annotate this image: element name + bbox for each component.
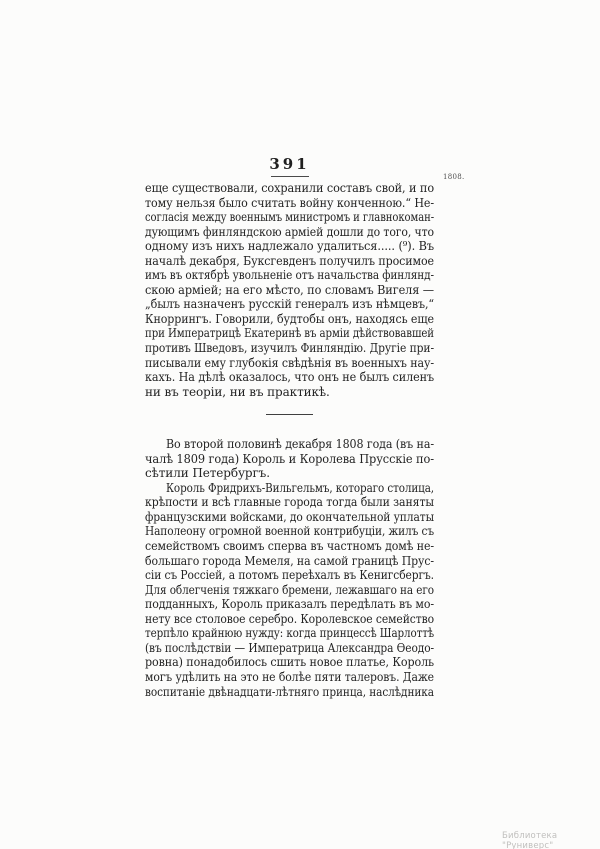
text-line-content: воспитаніе двѣнадцати-лѣтняго принца, наслѣдника xyxy=(145,684,434,699)
text-line-content: крѣпости и всѣ главные города тогда были заняты xyxy=(145,495,434,510)
text-line-content: еще существовали, сохранили составъ свой, и по xyxy=(145,181,434,195)
text-line-content: Король Фридрихъ-Вильгельмъ, котораго столица, xyxy=(166,480,434,495)
text-line xyxy=(145,370,434,385)
text-line xyxy=(145,239,434,254)
text-line-content: „былъ назначенъ русскій генералъ изъ нѣмцевъ,“ xyxy=(145,297,434,312)
text-line xyxy=(145,583,434,598)
paragraph xyxy=(145,181,434,399)
library-watermark: Библиотека "Руниверс" xyxy=(502,831,558,849)
text-line xyxy=(145,297,434,312)
text-line xyxy=(145,466,434,481)
text-line xyxy=(145,356,434,371)
text-line-content: согласія между военнымъ министромъ и главнокоман- xyxy=(145,210,434,225)
page-number: 391 xyxy=(269,155,310,173)
text-line xyxy=(145,225,434,240)
text-line-content: имъ въ октябрѣ увольненіе отъ начальства финлянд- xyxy=(145,268,434,283)
text-line xyxy=(145,554,434,569)
text-line-content: при Императрицѣ Екатеринѣ въ арміи дѣйствовавшей xyxy=(145,326,434,341)
text-line-content: чалѣ 1809 года) Король и Королева Прусскіе по- xyxy=(145,451,434,466)
text-line xyxy=(145,254,434,269)
text-line xyxy=(145,481,434,496)
text-line-content: большаго города Мемеля, на самой границѣ Прус- xyxy=(145,553,434,568)
text-line-content: Наполеону огромной военной контрибуціи, жилъ съ xyxy=(145,524,434,539)
text-line-content: ровна) понадобилось сшить новое платье, Король xyxy=(145,655,434,670)
text-line-content: дующимъ финляндскою арміей дошли до того, что xyxy=(145,224,434,239)
text-line xyxy=(145,510,434,525)
text-line-content: ни въ теоріи, ни въ практикѣ. xyxy=(145,384,330,399)
text-line-content: сѣтили Петербургъ. xyxy=(145,466,270,481)
text-line-content: противъ Шведовъ, изучилъ Финляндію. Другіе при- xyxy=(145,341,434,356)
text-line xyxy=(145,181,434,196)
text-line xyxy=(145,626,434,641)
text-line-content: нету все столовое серебро. Королевское семейство xyxy=(145,611,434,626)
text-line-content: Для облегченія тяжкаго бремени, лежавшаго на его xyxy=(145,582,434,597)
text-line xyxy=(145,196,434,211)
text-line-content: тому нельзя было считать войну конченною.“ Не- xyxy=(145,195,434,210)
text-line-content: Во второй половинѣ декабря 1808 года (въ на- xyxy=(166,437,434,452)
text-line-content: подданныхъ, Король приказалъ передѣлать въ мо- xyxy=(145,597,434,612)
text-line xyxy=(145,655,434,670)
text-line xyxy=(145,495,434,510)
text-column xyxy=(145,181,434,699)
text-line xyxy=(145,283,434,298)
margin-note-year: 1808. xyxy=(443,173,465,181)
page-header xyxy=(145,155,434,177)
text-line xyxy=(145,568,434,583)
text-line-content: могъ удѣлить на это не болѣе пяти талеровъ. Даже xyxy=(145,669,434,684)
text-line-content: началѣ декабря, Буксгевденъ получилъ просимое xyxy=(145,253,434,268)
text-line xyxy=(145,312,434,327)
text-line xyxy=(145,268,434,283)
text-line-content: одному изъ нихъ надлежало удалиться..... (⁹). Въ xyxy=(145,239,434,254)
paragraph xyxy=(145,481,434,699)
text-line xyxy=(145,452,434,467)
section-separator-rule xyxy=(266,414,313,415)
text-line xyxy=(145,524,434,539)
text-line xyxy=(145,210,434,225)
text-line xyxy=(145,326,434,341)
text-line xyxy=(145,670,434,685)
text-line xyxy=(145,385,434,400)
text-line-content: писывали ему глубокія свѣдѣнія въ военныхъ нау- xyxy=(145,355,434,370)
text-line-content: терпѣло крайнюю нужду: когда принцессѣ Шарлоттѣ xyxy=(145,626,434,641)
text-line xyxy=(145,539,434,554)
text-line-content: французскими войсками, до окончательной уплаты xyxy=(145,509,434,524)
text-line xyxy=(145,597,434,612)
text-line xyxy=(145,612,434,627)
text-line-content: сіи съ Россіей, а потомъ переѣхалъ въ Кенигсбергъ. xyxy=(145,568,434,583)
paragraph xyxy=(145,437,434,481)
text-line-content: (въ послѣдствіи — Императрица Александра Ѳеодо- xyxy=(145,640,434,655)
text-line-content: скою арміей; на его мѣсто, по словамъ Вигеля — xyxy=(145,282,434,297)
text-line-content: Кноррингъ. Говорили, будтобы онъ, находясь еще xyxy=(145,311,434,326)
text-line xyxy=(145,341,434,356)
text-line-content: семействомъ своимъ сперва въ частномъ домѣ не- xyxy=(145,539,434,554)
page-number-rule xyxy=(271,176,309,177)
text-line xyxy=(145,685,434,700)
text-line-content: кахъ. На дѣлѣ оказалось, что онъ не былъ силенъ xyxy=(145,370,434,385)
text-line xyxy=(145,437,434,452)
text-line xyxy=(145,641,434,656)
